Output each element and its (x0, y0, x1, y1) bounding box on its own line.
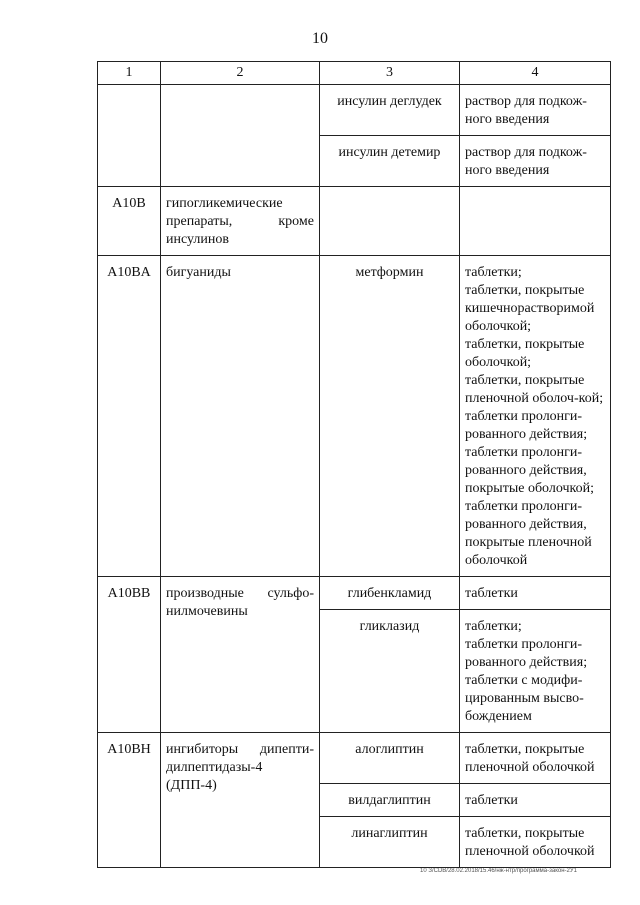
group-cell: бигуаниды (161, 256, 320, 577)
dosage-form-cell (460, 817, 611, 868)
dosage-form-cell (460, 256, 611, 577)
dosage-form-cell (460, 610, 611, 733)
inn-cell (320, 187, 460, 256)
drug-table (97, 61, 611, 868)
column-header-2: 2 (161, 62, 320, 85)
table-row (98, 187, 611, 256)
table-row (98, 85, 611, 136)
inn-cell: глибенкламид (320, 577, 460, 610)
dosage-form-line: таблетки, покрытые пленочной оболочкой (465, 742, 595, 775)
dosage-form-cell (460, 577, 611, 610)
atc-code-cell (98, 85, 161, 187)
dosage-form-line: таблетки пролонги-рованного действия; (465, 409, 588, 442)
group-cell: производные сульфо-нилмочевины (161, 577, 320, 733)
dosage-form-line: таблетки пролонги-рованного действия, покрытые оболочкой; (465, 445, 595, 496)
dosage-form-line: таблетки; (465, 619, 522, 634)
column-header-4: 4 (460, 62, 611, 85)
table-header-row (98, 62, 611, 85)
dosage-form-cell (460, 85, 611, 136)
atc-code-cell: A10BH (98, 733, 161, 868)
table-row (98, 256, 611, 577)
dosage-form-line: таблетки, покрытые оболочкой; (465, 337, 585, 370)
page-number: 10 (312, 30, 328, 47)
dosage-form-line: таблетки; (465, 265, 522, 280)
dosage-form-line: таблетки (465, 586, 518, 601)
dosage-form-line: таблетки (465, 793, 518, 808)
group-cell (161, 85, 320, 187)
dosage-form-cell (460, 187, 611, 256)
dosage-form-line: таблетки пролонги-рованного действия; (465, 637, 588, 670)
dosage-form-cell (460, 136, 611, 187)
inn-cell: алоглиптин (320, 733, 460, 784)
inn-cell: инсулин детемир (320, 136, 460, 187)
inn-cell: вилдаглиптин (320, 784, 460, 817)
group-cell: ингибиторы дипепти-дилпептидазы-4 (ДПП-4) (161, 733, 320, 868)
dosage-form-line: таблетки с модифи-цированным высво-бождением (465, 673, 584, 724)
atc-code-cell: A10BA (98, 256, 161, 577)
column-header-1: 1 (98, 62, 161, 85)
inn-cell: гликлазид (320, 610, 460, 733)
group-cell: гипогликемические препараты, кроме инсулинов (161, 187, 320, 256)
dosage-form-line: раствор для подкож- (465, 94, 587, 109)
dosage-form-line: ного введения (465, 112, 550, 127)
atc-code-cell: A10B (98, 187, 161, 256)
footer-stamp: 10 З/СDB/28.02.2018/15.46/нж-нтр/программа-закон-2У1 (420, 868, 578, 874)
dosage-form-line: таблетки, покрытые пленочной оболочкой (465, 826, 595, 859)
dosage-form-line: раствор для подкож- (465, 145, 587, 160)
inn-cell: инсулин деглудек (320, 85, 460, 136)
atc-code-cell: A10BB (98, 577, 161, 733)
dosage-form-line: таблетки, покрытые кишечнорастворимой оболочкой; (465, 283, 595, 334)
inn-cell: метформин (320, 256, 460, 577)
column-header-3: 3 (320, 62, 460, 85)
dosage-form-line: ного введения (465, 163, 550, 178)
inn-cell: линаглиптин (320, 817, 460, 868)
dosage-form-cell (460, 733, 611, 784)
table-row (98, 733, 611, 784)
dosage-form-line: таблетки пролонги-рованного действия, покрытые пленочной оболочкой (465, 499, 592, 568)
dosage-form-line: таблетки, покрытые пленочной оболоч-кой; (465, 373, 604, 406)
table-row (98, 577, 611, 610)
dosage-form-cell (460, 784, 611, 817)
